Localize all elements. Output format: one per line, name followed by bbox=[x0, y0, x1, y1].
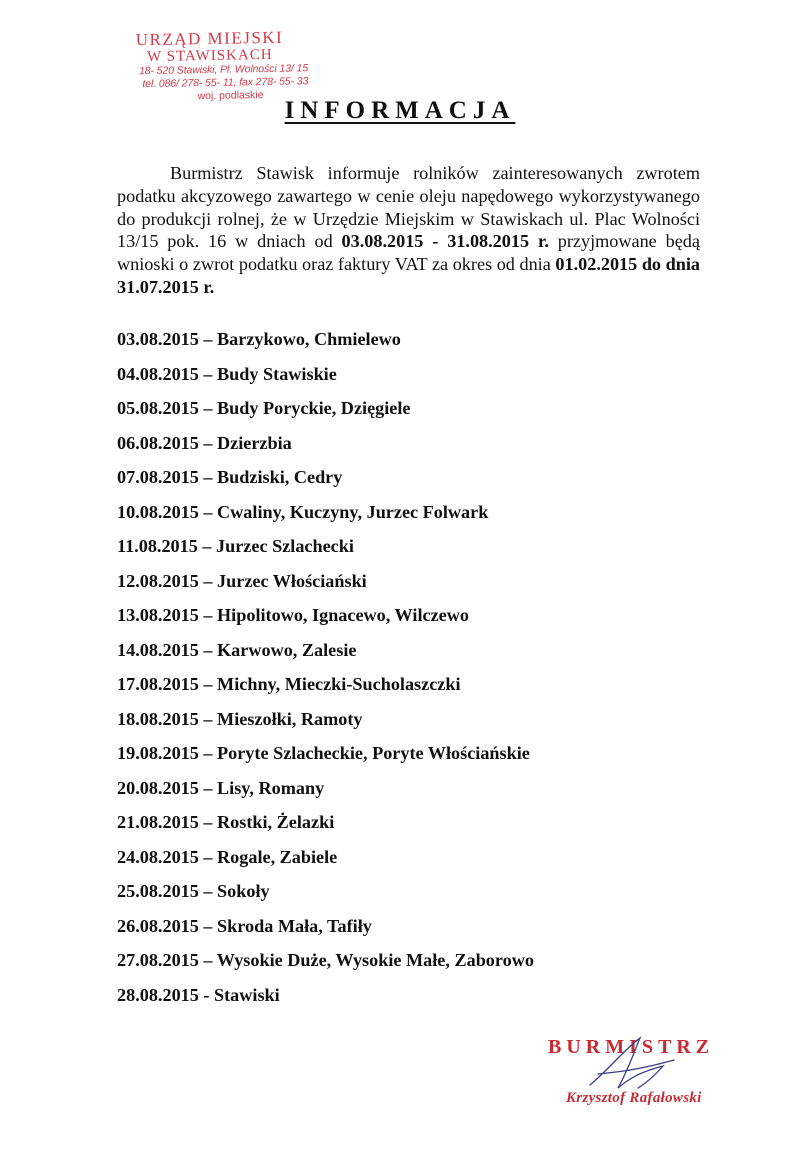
schedule-item: 26.08.2015 – Skroda Mała, Tafiły bbox=[117, 915, 372, 936]
schedule-item: 18.08.2015 – Mieszołki, Ramoty bbox=[117, 708, 363, 729]
intro-date-range: 03.08.2015 - 31.08.2015 r. bbox=[341, 231, 549, 252]
schedule-list bbox=[117, 329, 717, 1019]
schedule-item: 13.08.2015 – Hipolitowo, Ignacewo, Wilczewo bbox=[117, 605, 469, 625]
schedule-item: 07.08.2015 – Budziski, Cedry bbox=[117, 467, 343, 487]
schedule-item: 24.08.2015 – Rogale, Zabiele bbox=[117, 846, 338, 867]
intro-period: 01.02.2015 do dnia 31.07.2015 r. bbox=[117, 254, 700, 297]
schedule-item: 12.08.2015 – Jurzec Włościański bbox=[117, 570, 367, 591]
schedule-item: 11.08.2015 – Jurzec Szlachecki bbox=[117, 536, 354, 556]
schedule-item: 05.08.2015 – Budy Poryckie, Dzięgiele bbox=[117, 398, 411, 418]
schedule-item: 17.08.2015 – Michny, Mieczki-Sucholaszczki bbox=[117, 674, 461, 694]
stamp-voivodeship: woj. podlaskie bbox=[197, 89, 264, 103]
intro-paragraph bbox=[117, 162, 700, 299]
stamp-office-location: W STAWISKACH bbox=[146, 46, 273, 66]
intro-text-2: przyjmowane będą wnioski o zwrot podatku oraz faktury VAT za okres od dnia bbox=[117, 231, 700, 275]
signature-title: BURMISTRZ bbox=[548, 1036, 715, 1058]
schedule-item: 20.08.2015 – Lisy, Romany bbox=[117, 777, 325, 798]
signature-name: Krzysztof Rafałowski bbox=[566, 1090, 702, 1106]
schedule-item: 21.08.2015 – Rostki, Żelazki bbox=[117, 812, 335, 832]
schedule-item: 03.08.2015 – Barzykowo, Chmielewo bbox=[117, 329, 401, 349]
schedule-item: 04.08.2015 – Budy Stawiskie bbox=[117, 363, 337, 384]
intro-text-1: Burmistrz Stawisk informuje rolników zainteresowanych zwrotem podatku akcyzowego zawartego w cenie oleju napędowego wykorzystywanego do produkcji rolnej, że w Urzędzie Miejskim w Stawiskach ul. Plac Wolności 13/15 pok. 16 w dniach od bbox=[117, 163, 700, 252]
schedule-item: 25.08.2015 – Sokoły bbox=[117, 881, 270, 901]
schedule-item: 06.08.2015 – Dzierzbia bbox=[117, 432, 292, 453]
schedule-item: 14.08.2015 – Karwowo, Zalesie bbox=[117, 639, 357, 660]
office-stamp bbox=[111, 28, 308, 103]
document-title: INFORMACJA bbox=[284, 97, 516, 124]
schedule-item: 27.08.2015 – Wysokie Duże, Wysokie Małe, Zaborowo bbox=[117, 950, 534, 970]
stamp-address: 18- 520 Stawiski, Pl. Wolności 13/ 15 bbox=[138, 62, 309, 78]
schedule-item: 10.08.2015 – Cwaliny, Kuczyny, Jurzec Folwark bbox=[117, 501, 489, 522]
stamp-office-name: URZĄD MIEJSKI bbox=[135, 27, 284, 50]
schedule-item: 19.08.2015 – Poryte Szlacheckie, Poryte Włościańskie bbox=[117, 743, 530, 763]
signature-block bbox=[548, 1036, 748, 1116]
schedule-item: 28.08.2015 - Stawiski bbox=[117, 984, 280, 1005]
stamp-phone: tel. 086/ 278- 55- 11, fax 278- 55- 33 bbox=[142, 75, 309, 91]
